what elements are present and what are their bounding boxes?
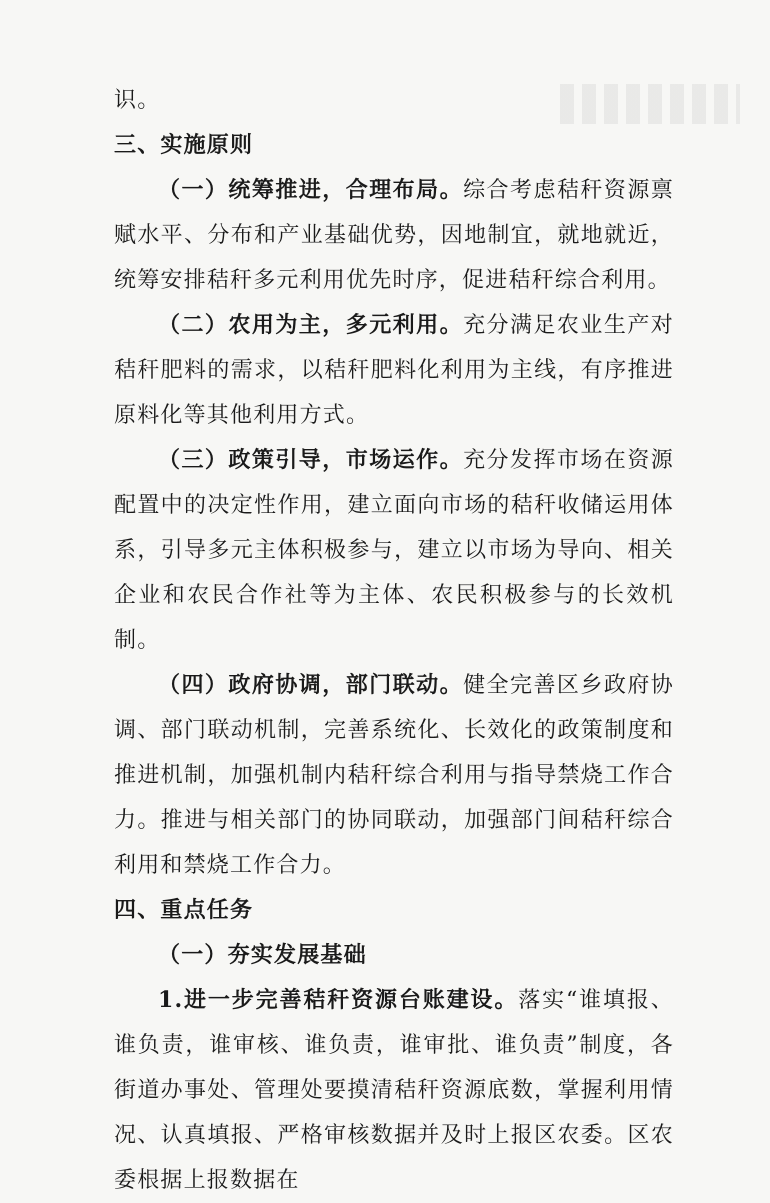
section-3-heading: 三、实施原则 xyxy=(114,133,254,158)
principle-2-paragraph xyxy=(114,303,674,438)
principle-3-paragraph xyxy=(114,438,674,663)
principle-1-lead: （一）统筹推进，合理布局。 xyxy=(158,177,464,203)
document-body xyxy=(114,78,674,1203)
principle-1-paragraph xyxy=(114,168,674,303)
task-1-subheading: （一）夯实发展基础 xyxy=(158,942,367,968)
principle-2-body: 充分满足农业生产对秸秆肥料的需求，以秸秆肥料化利用为主线，有序推进原料化等其他利用方式。 xyxy=(114,313,674,428)
principle-4-paragraph xyxy=(114,663,674,888)
principle-3-lead: （三）政策引导，市场运作。 xyxy=(158,447,464,473)
task-1-1-paragraph xyxy=(114,978,674,1203)
task-1-1-body: 落实“谁填报、谁负责，谁审核、谁负责，谁审批、谁负责”制度，各街道办事处、管理处要摸清秸秆资源底数，掌握利用情况、认真填报、严格审核数据并及时上报区农委。区农委根据上报数据在 xyxy=(114,988,674,1193)
section-4-heading: 四、重点任务 xyxy=(114,898,254,923)
principle-4-lead: （四）政府协调，部门联动。 xyxy=(158,672,464,698)
principle-2-lead: （二）农用为主，多元利用。 xyxy=(158,312,464,338)
principle-3-body: 充分发挥市场在资源配置中的决定性作用，建立面向市场的秸秆收储运用体系，引导多元主体积极参与，建立以市场为导向、相关企业和农民合作社等为主体、农民积极参与的长效机制。 xyxy=(114,448,674,653)
principle-1-body: 综合考虑秸秆资源禀赋水平、分布和产业基础优势，因地制宜，就地就近，统筹安排秸秆多元利用优先时序，促进秸秆综合利用。 xyxy=(114,178,674,293)
principle-4-body: 健全完善区乡政府协调、部门联动机制，完善系统化、长效化的政策制度和推进机制，加强机制内秸秆综合利用与指导禁烧工作合力。推进与相关部门的协同联动，加强部门间秸秆综合利用和禁烧工作合力。 xyxy=(114,673,674,878)
task-1-1-lead: 1.进一步完善秸秆资源台账建设。 xyxy=(158,987,519,1013)
carry-over-text: 识。 xyxy=(114,88,161,113)
